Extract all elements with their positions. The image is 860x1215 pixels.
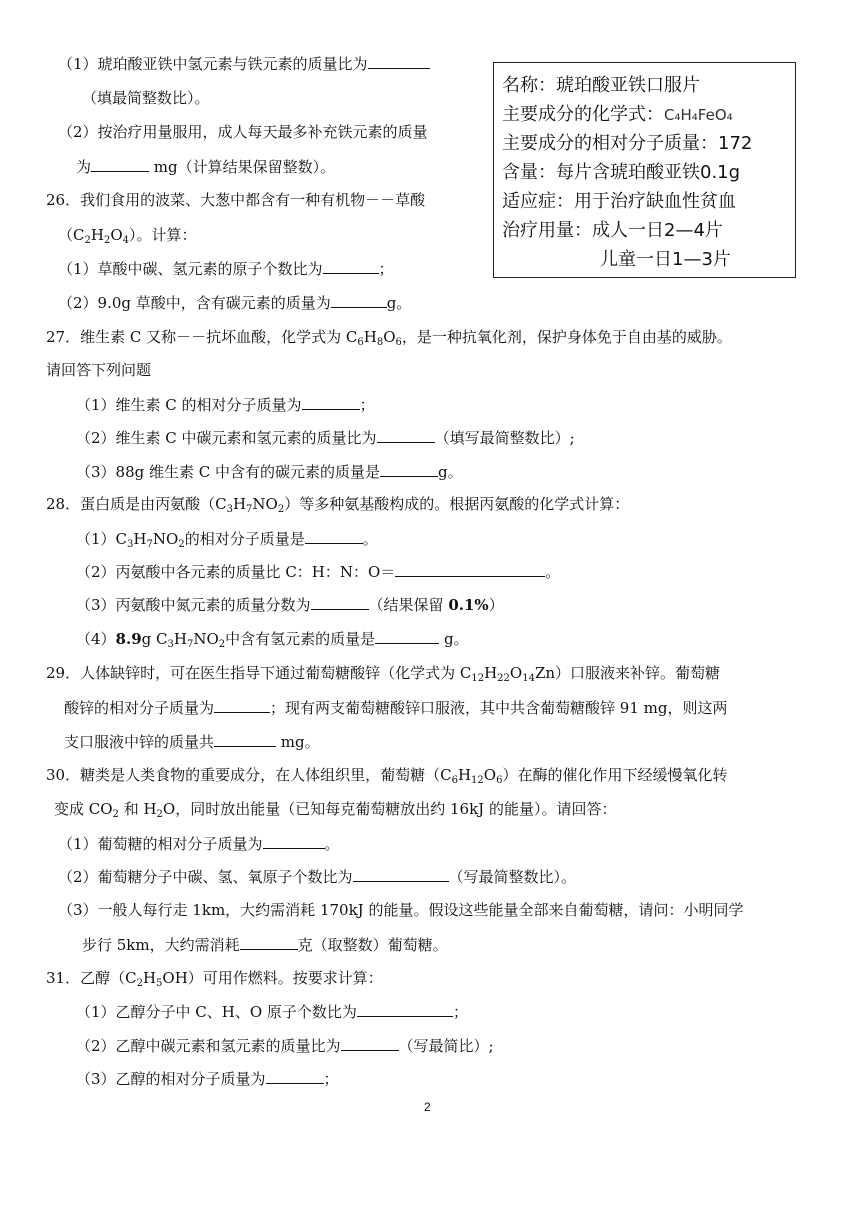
- label-indication: 适应症：用于治疗缺血性贫血: [502, 191, 736, 212]
- answer-blank[interactable]: [368, 53, 430, 69]
- q28-part4: （4）8.9g $C_3H_7NO_2$中含有氢元素的质量是 g。: [76, 630, 469, 650]
- q26-part1: （1）草酸中碳、氢元素的原子个数比为 ；: [58, 260, 394, 278]
- answer-blank[interactable]: [331, 292, 387, 308]
- answer-blank[interactable]: [214, 731, 276, 747]
- answer-blank[interactable]: [311, 594, 369, 610]
- q25-part2-line2: 为 mg（计算结果保留整数）。: [76, 158, 336, 176]
- label-content: 含量：每片含琥珀酸亚铁0.1g: [502, 162, 741, 183]
- label-formula: 主要成分的化学式：C₄H₄FeO₄: [502, 104, 733, 125]
- answer-blank[interactable]: [91, 156, 149, 172]
- q26-part2: （2）9.0g 草酸中，含有碳元素的质量为 g。: [58, 294, 412, 312]
- q28-question: 28．蛋白质是由丙氨酸$(C_3H_7NO_2)$等多种氨基酸构成的。根据丙氨酸的化学式计算：: [46, 495, 630, 515]
- q31-part3: （3）乙醇的相对分子质量为 ；: [76, 1070, 339, 1088]
- answer-blank[interactable]: [341, 1035, 399, 1051]
- label-dosage-child: 儿童一日1—3片: [600, 249, 731, 270]
- q27-part3: （3）88g 维生素 C 中含有的碳元素的质量是 g。: [76, 463, 463, 481]
- q28-part3: （3）丙氨酸中氮元素的质量分数为 （结果保留 0.1%）: [76, 596, 504, 614]
- q31-question: 31．乙醇$(C_2H_5OH)$可用作燃料。按要求计算：: [46, 969, 383, 989]
- q29-line3: 支口服液中锌的质量共 mg。: [64, 733, 320, 751]
- answer-blank[interactable]: [375, 628, 439, 644]
- answer-blank[interactable]: [377, 427, 435, 443]
- q30-part3: （3）一般人每行走 1km，大约需消耗 170kJ 的能量。假设这些能量全部来自葡萄糖，请问：小明同学: [58, 901, 744, 919]
- answer-blank[interactable]: [214, 697, 270, 713]
- q25-part2-line: （2）按治疗用量服用，成人每天最多补充铁元素的质量: [58, 123, 428, 141]
- answer-blank[interactable]: [263, 833, 325, 849]
- q27-part2: （2）维生素 C 中碳元素和氢元素的质量比为 （填写最简整数比）;: [76, 429, 575, 447]
- answer-blank[interactable]: [323, 258, 379, 274]
- label-name: 名称：琥珀酸亚铁口服片: [502, 75, 700, 96]
- q29-line2: 酸锌的相对分子质量为 ；现有两支葡萄糖酸锌口服液，其中共含葡萄糖酸锌 91 mg，则这两: [64, 699, 728, 717]
- answer-blank[interactable]: [305, 528, 363, 544]
- label-mass: 主要成分的相对分子质量：172: [502, 133, 753, 154]
- q28-part1: $(1)C_3H_7NO_2$的相对分子质量是 。: [76, 530, 378, 550]
- q27-question: 27．维生素 C 又称－－抗坏血酸，化学式为 $C_6H_8O_6$，是一种抗氧化剂，保护身体免于自由基的威胁。: [46, 328, 732, 348]
- q30-line2: 变成 $CO_2$ 和 $H_2O$，同时放出能量（已知每克葡萄糖放出约 16kJ 的能量）。请回答：: [54, 800, 617, 820]
- q30-part2: （2）葡萄糖分子中碳、氢、氧原子个数比为 （写最简整数比）。: [58, 868, 577, 886]
- q31-part1: （1）乙醇分子中 C、H、O 原子个数比为 ；: [76, 1003, 468, 1021]
- answer-blank[interactable]: [380, 461, 438, 477]
- q25-part1-line: （1）琥珀酸亚铁中氢元素与铁元素的质量比为: [58, 53, 430, 74]
- answer-blank[interactable]: [240, 934, 298, 950]
- answer-blank[interactable]: [302, 394, 360, 410]
- q30-question: 30．糖类是人类食物的重要成分，在人体组织里，葡萄糖$(C_6H_{12}O_6)$在酶的催化作用下经缓慢氧化转: [46, 766, 728, 786]
- q30-part3-line2: 步行 5km，大约需消耗 克（取整数）葡萄糖。: [82, 936, 448, 954]
- q31-part2: （2）乙醇中碳元素和氢元素的质量比为 （写最简比）;: [76, 1037, 494, 1055]
- answer-blank[interactable]: [357, 1001, 453, 1017]
- q28-part2: （2）丙氨酸中各元素的质量比 C：H：N：O＝ 。: [76, 563, 561, 581]
- answer-blank[interactable]: [395, 561, 545, 577]
- q25-part1-hint: （填最简整数比）。: [82, 89, 210, 107]
- q29-question: 29．人体缺锌时，可在医生指导下通过葡萄糖酸锌（化学式为 $C_{12}H_{22}O_{14}Zn$）口服液来补锌。葡萄糖: [46, 664, 721, 684]
- q30-part1: （1）葡萄糖的相对分子质量为 。: [58, 835, 340, 853]
- answer-blank[interactable]: [266, 1068, 324, 1084]
- q27-prompt: 请回答下列问题: [46, 361, 152, 379]
- q26-formula-line: $(C_2H_2O_4)$。计算：: [58, 226, 197, 246]
- label-dosage-adult: 治疗用量：成人一日2—4片: [502, 220, 723, 241]
- medicine-label-box: [493, 62, 796, 278]
- answer-blank[interactable]: [353, 866, 449, 882]
- q26-question: 26．我们食用的波菜、大葱中都含有一种有机物－－草酸: [46, 191, 426, 209]
- page-number: 2: [424, 1100, 431, 1114]
- q27-part1: （1）维生素 C 的相对分子质量为 ；: [76, 396, 375, 414]
